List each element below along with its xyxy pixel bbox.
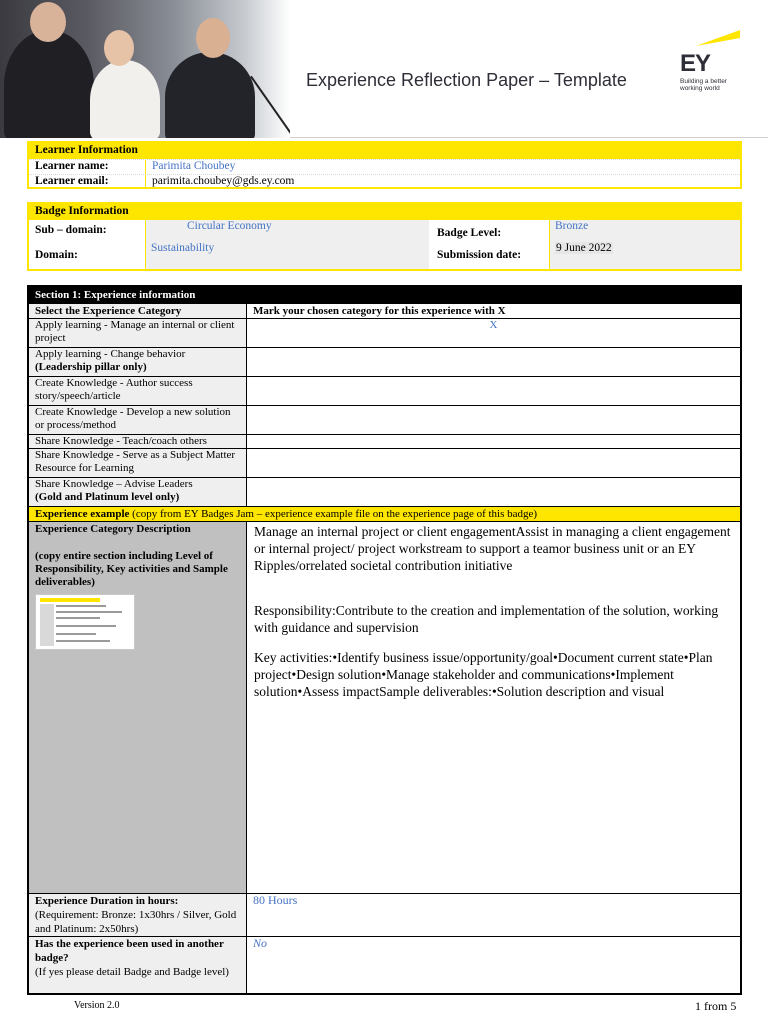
submission-date-label: Submission date: — [437, 249, 522, 261]
learner-name-row — [29, 159, 740, 174]
experience-example-note: (copy from EY Badges Jam – experience example file on the experience page of this badge) — [132, 508, 538, 520]
duration-label: Experience Duration in hours: — [35, 895, 179, 907]
domain-label: Domain: — [35, 249, 78, 261]
category-mark-cell[interactable] — [247, 348, 740, 376]
category-mark-cell[interactable] — [247, 377, 740, 405]
section-title: Section 1: Experience information — [29, 287, 740, 303]
previous-use-label: Has the experience been used in another badge? — [35, 938, 224, 964]
header-photo — [0, 0, 290, 138]
mark-column-header: Mark your chosen category for this experience with X — [253, 305, 506, 317]
badge-information-header: Badge Information — [29, 204, 740, 220]
previous-use-label-cell — [29, 937, 247, 993]
version-label: Version 2.0 — [74, 1000, 120, 1011]
experience-description-row — [29, 521, 740, 893]
description-paragraph-2: Responsibility:Contribute to the creation and implementation of the solution, working with guidance and supervision — [254, 603, 719, 635]
description-paragraph-1: Manage an internal project or client engagementAssist in managing a client engagement or internal project/ project workstream to support a teamor business unit or an EY Ripples/orrelated societal contribution initiative — [254, 524, 731, 573]
learner-information-box — [27, 141, 742, 189]
category-mark-cell[interactable] — [247, 435, 740, 448]
category-row — [29, 405, 740, 434]
category-label: Create Knowledge - Author success story/speech/article — [29, 377, 247, 405]
badge-level-label: Badge Level: — [437, 227, 502, 239]
category-mark-cell[interactable] — [247, 449, 740, 477]
description-note: (copy entire section including Level of Responsibility, Key activities and Sample deliverables) — [35, 550, 228, 588]
header-banner — [0, 0, 768, 138]
category-header-row — [29, 303, 740, 318]
subdomain-label: Sub – domain: — [35, 224, 107, 236]
duration-field[interactable]: 80 Hours — [253, 893, 298, 907]
learner-email-label: Learner email: — [35, 175, 109, 187]
description-text-cell[interactable] — [247, 522, 740, 893]
category-mark-cell[interactable] — [247, 478, 740, 506]
previous-use-field[interactable]: No — [253, 936, 268, 950]
previous-use-row — [29, 936, 740, 993]
page-number: 1 from 5 — [695, 999, 737, 1013]
category-row — [29, 376, 740, 405]
example-thumbnail-image — [35, 594, 135, 650]
document-title: Experience Reflection Paper – Template — [306, 70, 627, 90]
category-mark-cell[interactable] — [247, 406, 740, 434]
badge-information-box — [27, 202, 742, 271]
subdomain-field[interactable]: Circular Economy — [187, 220, 272, 232]
experience-example-label: Experience example — [35, 508, 130, 520]
description-paragraph-3: Key activities:•Identify business issue/opportunity/goal•Document current state•Plan project•Design solution•Manage stakeholder and communications•Implement solution•Assess impactSample deliverables:•Solution description and visual — [254, 650, 713, 699]
ey-logo-text: EY — [680, 50, 711, 77]
experience-duration-row — [29, 893, 740, 936]
submission-date-field[interactable]: 9 June 2022 — [556, 242, 612, 254]
category-row — [29, 318, 740, 347]
category-label: Share Knowledge - Teach/coach others — [29, 435, 247, 448]
learner-information-header: Learner Information — [29, 143, 740, 159]
description-title: Experience Category Description — [35, 523, 191, 535]
learner-name-label: Learner name: — [35, 160, 109, 172]
previous-use-note: (If yes please detail Badge and Badge level) — [35, 966, 229, 978]
category-column-header: Select the Experience Category — [29, 304, 247, 318]
description-label-cell — [29, 522, 247, 893]
category-label: Share Knowledge - Serve as a Subject Matter Resource for Learning — [29, 449, 247, 477]
category-label: Apply learning - Manage an internal or client project — [29, 319, 247, 347]
badge-information-grid — [29, 220, 740, 270]
category-row — [29, 347, 740, 376]
category-row — [29, 434, 740, 448]
duration-note: (Requirement: Bronze: 1x30hrs / Silver, Gold and Platinum: 2x50hrs) — [35, 909, 237, 935]
category-row — [29, 477, 740, 506]
ey-logo-tagline: Building a better working world — [680, 78, 727, 92]
category-row — [29, 448, 740, 477]
section-experience-information — [27, 285, 742, 995]
category-mark-cell[interactable]: X — [489, 319, 498, 331]
category-label: Create Knowledge - Develop a new solution or process/method — [29, 406, 247, 434]
learner-name-field[interactable]: Parimita Choubey — [145, 160, 740, 174]
category-label: Share Knowledge – Advise Leaders (Gold and Platinum level only) — [29, 478, 247, 506]
domain-field[interactable]: Sustainability — [151, 242, 215, 254]
learner-email-row — [29, 174, 740, 189]
ey-logo — [680, 30, 740, 100]
learner-email-field[interactable]: parimita.choubey@gds.ey.com — [145, 175, 740, 189]
experience-example-row — [29, 506, 740, 521]
duration-label-cell — [29, 894, 247, 936]
category-label: Apply learning - Change behavior (Leadership pillar only) — [29, 348, 247, 376]
badge-level-field[interactable]: Bronze — [555, 220, 589, 232]
